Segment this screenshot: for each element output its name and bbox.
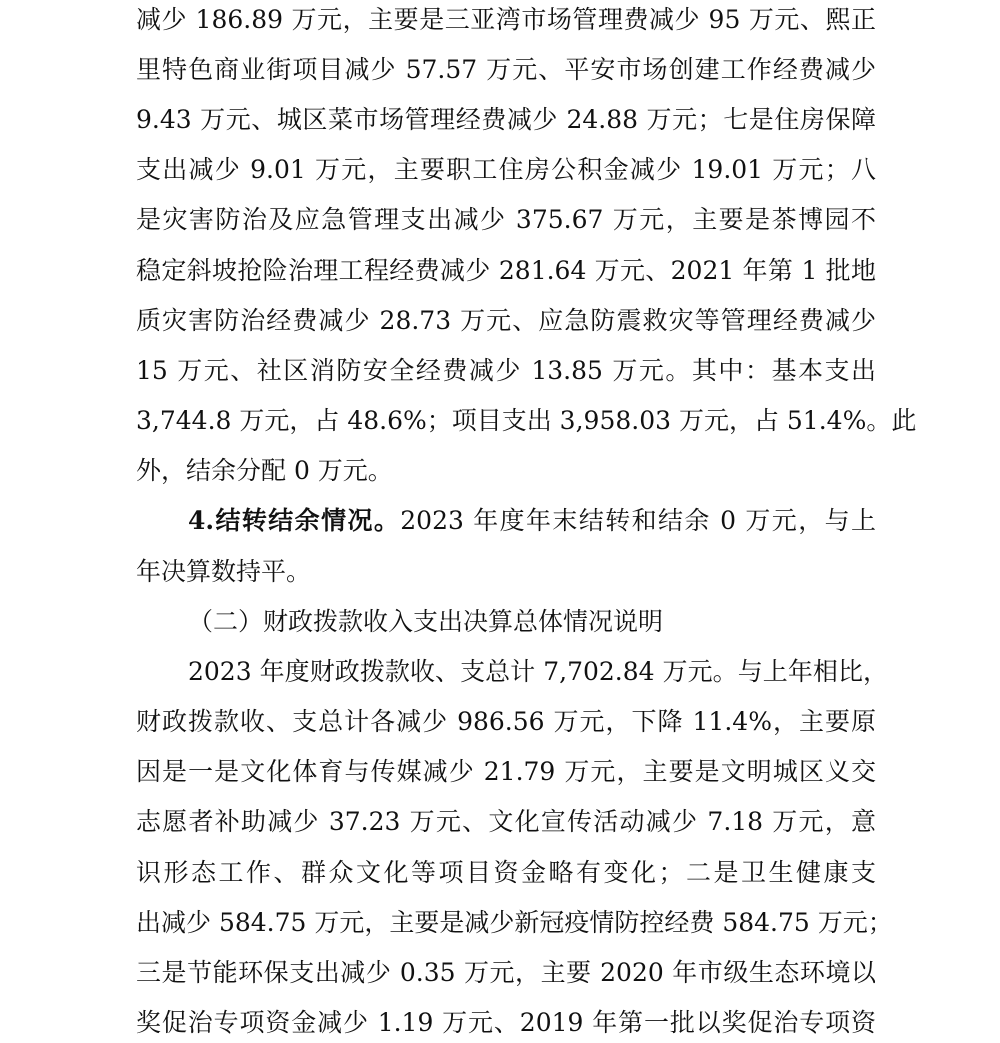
paragraph-1-line-1: 减少 186.89 万元，主要是三亚湾市场管理费减少 95 万元、熙正: [136, 5, 876, 34]
paragraph-1-line-7: 质灾害防治经费减少 28.73 万元、应急防震救灾等管理经费减少: [136, 306, 876, 335]
paragraph-3-line-2: 财政拨款收、支总计各减少 986.56 万元，下降 11.4%，主要原: [136, 707, 876, 736]
section-heading: （二）财政拨款收入支出决算总体情况说明: [188, 607, 664, 636]
paragraph-1-line-9: 3,744.8 万元，占 48.6%；项目支出 3,958.03 万元，占 51.4%。此: [136, 406, 917, 435]
paragraph-3-line-8: 奖促治专项资金减少 1.19 万元、2019 年第一批以奖促治专项资: [136, 1008, 876, 1037]
paragraph-3-line-6: 出减少 584.75 万元，主要是减少新冠疫情防控经费 584.75 万元；: [136, 908, 893, 937]
paragraph-1-line-4: 支出减少 9.01 万元，主要职工住房公积金减少 19.01 万元；八: [136, 155, 876, 184]
paragraph-3-line-1: 2023 年度财政拨款收、支总计 7,702.84 万元。与上年相比，: [188, 657, 888, 686]
paragraph-3-line-3: 因是一是文化体育与传媒减少 21.79 万元，主要是文明城区义交: [136, 757, 876, 786]
paragraph-3-line-7: 三是节能环保支出减少 0.35 万元，主要 2020 年市级生态环境以: [136, 958, 876, 987]
paragraph-2-line-1: [188, 501, 876, 541]
paragraph-1-line-5: 是灾害防治及应急管理支出减少 375.67 万元，主要是茶博园不: [136, 205, 876, 234]
paragraph-1-line-3: 9.43 万元、城区菜市场管理经费减少 24.88 万元；七是住房保障: [136, 105, 876, 134]
paragraph-1-line-6: 稳定斜坡抢险治理工程经费减少 281.64 万元、2021 年第 1 批地: [136, 256, 876, 285]
paragraph-2-line-1-text: 2023 年度年末结转和结余 0 万元，与上: [400, 506, 876, 535]
paragraph-2-line-2: 年决算数持平。: [136, 557, 312, 586]
paragraph-1-line-10: 外，结余分配 0 万元。: [136, 456, 393, 485]
paragraph-3-line-5: 识形态工作、群众文化等项目资金略有变化；二是卫生健康支: [136, 858, 876, 887]
paragraph-1-line-8: 15 万元、社区消防安全经费减少 13.85 万元。其中：基本支出: [136, 356, 876, 385]
paragraph-2-bold-lead: 4.结转结余情况。: [188, 506, 401, 535]
paragraph-3-line-4: 志愿者补助减少 37.23 万元、文化宣传活动减少 7.18 万元，意: [136, 807, 876, 836]
paragraph-1-line-2: 里特色商业街项目减少 57.57 万元、平安市场创建工作经费减少: [136, 55, 876, 84]
